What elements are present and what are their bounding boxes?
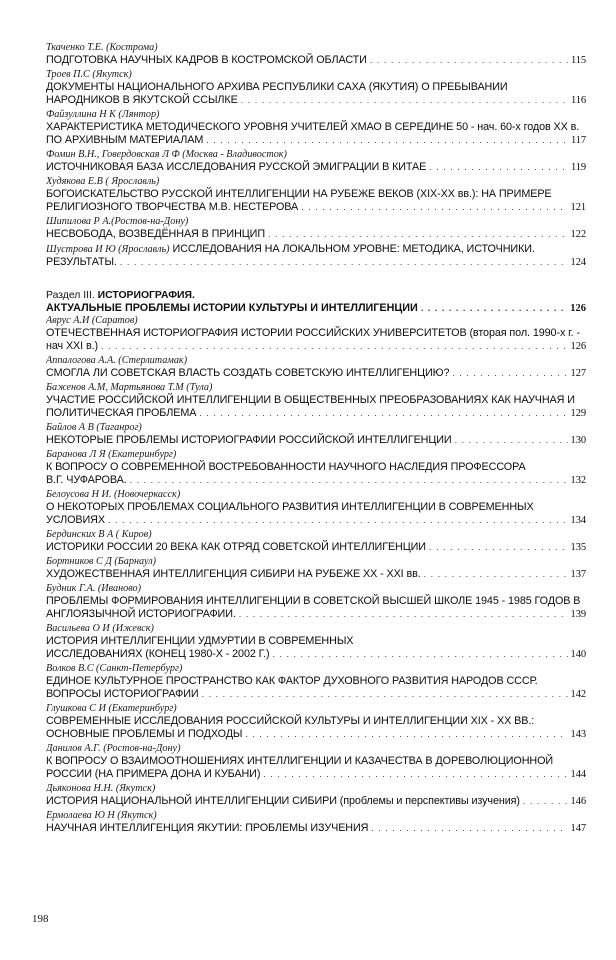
toc-entry[interactable] bbox=[46, 783, 586, 808]
entry-title-line: НЕКОТОРЫЕ ПРОБЛЕМЫ ИСТОРИОГРАФИИ РОССИЙСКОЙ ИНТЕЛЛИГЕНЦИИ . . . 130 bbox=[46, 434, 586, 447]
entry-title-line: ДОКУМЕНТЫ НАЦИОНАЛЬНОГО АРХИВА РЕСПУБЛИКИ САХА (ЯКУТИЯ) О ПРЕБЫВАНИИ bbox=[46, 81, 508, 93]
toc-entry[interactable] bbox=[46, 69, 586, 107]
section-label-bold: ИСТОРИОГРАФИЯ. bbox=[97, 290, 195, 301]
section-label-prefix: Раздел III. bbox=[46, 290, 95, 301]
leader-dots bbox=[424, 568, 568, 581]
entry-title-line: ИСТОРИКИ РОССИИ 20 ВЕКА КАК ОТРЯД СОВЕТСКОЙ ИНТЕЛЛИГЕНЦИИ . . . 135 bbox=[46, 541, 586, 554]
entry-author: Шустрова И Ю (Ярославль) ИССЛЕДОВАНИЯ НА ЛОКАЛЬНОМ УРОВНЕ: МЕТОДИКА, ИСТОЧНИКИ. bbox=[46, 243, 535, 255]
entry-title-line: ОТЕЧЕСТВЕННАЯ ИСТОРИОГРАФИЯ ИСТОРИИ РОССИЙСКИХ УНИВЕРСИТЕТОВ (вторая пол. 1990-х г. - bbox=[46, 327, 580, 339]
leader-dots bbox=[371, 822, 567, 835]
entry-title-line: ИСТОРИЯ НАЦИОНАЛЬНОЙ ИНТЕЛЛИГЕНЦИИ СИБИРИ (проблемы и перспективы изучения) . . . 146 bbox=[46, 795, 586, 808]
leader-dots bbox=[101, 340, 568, 353]
page-number: 198 bbox=[32, 913, 49, 925]
entry-title-line: ИСТОЧНИКОВАЯ БАЗА ИССЛЕДОВАНИЯ РУССКОЙ ЭМИГРАЦИИ В КИТАЕ . . . 119 bbox=[46, 161, 586, 174]
page-ref: 135 bbox=[570, 542, 586, 553]
toc-entry[interactable] bbox=[46, 216, 586, 241]
entry-author: Дьяконова Н.Н. (Якутск) bbox=[46, 783, 156, 794]
leader-dots bbox=[523, 795, 568, 808]
entry-title-line: УЧАСТИЕ РОССИЙСКОЙ ИНТЕЛЛИГЕНЦИИ В ОБЩЕСТВЕННЫХ ПРЕОБРАЗОВАНИЯХ КАК НАУЧНАЯ И bbox=[46, 394, 575, 406]
toc-entry[interactable] bbox=[46, 810, 586, 835]
leader-dots bbox=[206, 134, 568, 147]
section-label bbox=[46, 289, 586, 302]
entry-title-line: ЕДИНОЕ КУЛЬТУРНОЕ ПРОСТРАНСТВО КАК ФАКТОР ДУХОВНОГО РАЗВИТИЯ НАРОДОВ СССР. bbox=[46, 675, 538, 687]
page-ref: 121 bbox=[570, 202, 586, 213]
page-ref: 119 bbox=[570, 162, 586, 173]
entry-author: Волков В.С (Санкт-Петербург) bbox=[46, 663, 183, 674]
page-ref: 129 bbox=[570, 408, 586, 419]
leader-dots bbox=[245, 728, 567, 741]
leader-dots bbox=[199, 407, 567, 420]
page-ref: 134 bbox=[570, 515, 586, 526]
entry-title-line: ИСТОРИЯ ИНТЕЛЛИГЕНЦИИ УДМУРТИИ В СОВРЕМЕННЫХ bbox=[46, 635, 354, 647]
leader-dots bbox=[429, 541, 568, 554]
leader-dots bbox=[202, 688, 568, 701]
page-ref: 146 bbox=[570, 796, 586, 807]
entry-title-line: НЕСВОБОДА, ВОЗВЕДЁННАЯ В ПРИНЦИП . . . 122 bbox=[46, 228, 586, 241]
toc-entry[interactable] bbox=[46, 489, 586, 527]
entry-title-line: ХУДОЖЕСТВЕННАЯ ИНТЕЛЛИГЕНЦИЯ СИБИРИ НА РУБЕЖЕ XX - XXI вв. . . . 137 bbox=[46, 568, 586, 581]
leader-dots bbox=[263, 768, 567, 781]
entry-author: Белоусова Н И. (Новочеркасск) bbox=[46, 489, 181, 500]
leader-dots bbox=[120, 256, 568, 269]
page-ref: 126 bbox=[570, 341, 586, 352]
page-ref: 142 bbox=[570, 689, 586, 700]
toc-entry[interactable] bbox=[46, 583, 586, 621]
entry-author: Байлов А В (Таганрог) bbox=[46, 422, 142, 433]
entry-title-line: В.Г. ЧУФАРОВА. . . . 132 bbox=[46, 474, 586, 487]
section-title-line[interactable] bbox=[46, 302, 586, 315]
entry-author: Бортников С Д (Барнаул) bbox=[46, 556, 157, 567]
entry-title-line: ИССЛЕДОВАНИЯХ (КОНЕЦ 1980-Х - 2002 Г.) . . . 140 bbox=[46, 648, 586, 661]
table-of-contents bbox=[46, 42, 586, 837]
toc-entry[interactable] bbox=[46, 449, 586, 487]
entry-title-inline: ИССЛЕДОВАНИЯ НА ЛОКАЛЬНОМ УРОВНЕ: МЕТОДИКА, ИСТОЧНИКИ. bbox=[172, 243, 535, 255]
entry-title-line: ПОДГОТОВКА НАУЧНЫХ КАДРОВ В КОСТРОМСКОЙ ОБЛАСТИ . . . 115 bbox=[46, 54, 586, 67]
leader-dots bbox=[370, 54, 568, 67]
toc-entry[interactable] bbox=[46, 623, 586, 661]
entry-author: Файзуллина Н К (Лянтор) bbox=[46, 109, 160, 120]
toc-entry[interactable] bbox=[46, 109, 586, 147]
section-header bbox=[46, 289, 586, 315]
page-ref: 140 bbox=[570, 649, 586, 660]
page-ref: 130 bbox=[570, 435, 586, 446]
page-ref: 143 bbox=[570, 729, 586, 740]
toc-entry[interactable] bbox=[46, 529, 586, 554]
entry-title-line: РЕЛИГИОЗНОГО ТВОРЧЕСТВА М.В. НЕСТЕРОВА . . . 121 bbox=[46, 201, 586, 214]
page-ref: 137 bbox=[570, 569, 586, 580]
entry-title-line: К ВОПРОСУ О СОВРЕМЕННОЙ ВОСТРЕБОВАННОСТИ НАУЧНОГО НАСЛЕДИЯ ПРОФЕССОРА bbox=[46, 461, 526, 473]
leader-dots bbox=[273, 648, 568, 661]
page-ref: 117 bbox=[570, 135, 586, 146]
entry-title-line: НАУЧНАЯ ИНТЕЛЛИГЕНЦИЯ ЯКУТИИ: ПРОБЛЕМЫ ИЗУЧЕНИЯ . . . 147 bbox=[46, 822, 586, 835]
page-ref: 144 bbox=[570, 769, 586, 780]
entry-title-line: СОВРЕМЕННЫЕ ИССЛЕДОВАНИЯ РОССИЙСКОЙ КУЛЬТУРЫ И ИНТЕЛЛИГЕНЦИИ XIX - XX ВВ.: bbox=[46, 715, 535, 727]
entry-author: Будник Г.А. (Иваново) bbox=[46, 583, 141, 594]
entry-author: Бердинских В А ( Киров) bbox=[46, 529, 152, 540]
entry-author: Аппалогова А.А. (Стерлитамак) bbox=[46, 355, 188, 366]
page-ref: 132 bbox=[570, 475, 586, 486]
toc-entry[interactable] bbox=[46, 703, 586, 741]
toc-part-2 bbox=[46, 315, 586, 835]
entry-title-line: О НЕКОТОРЫХ ПРОБЛЕМАХ СОЦИАЛЬНОГО РАЗВИТИЯ ИНТЕЛЛИГЕНЦИИ В СОВРЕМЕННЫХ bbox=[46, 501, 534, 513]
entry-title-line: ОСНОВНЫЕ ПРОБЛЕМЫ И ПОДХОДЫ . . . 143 bbox=[46, 728, 586, 741]
section-title: АКТУАЛЬНЫЕ ПРОБЛЕМЫ ИСТОРИИ КУЛЬТУРЫ И ИНТЕЛЛИГЕНЦИИ bbox=[46, 302, 418, 314]
entry-author: Ткаченко Т.Е. (Кострома) bbox=[46, 42, 158, 53]
toc-entry[interactable] bbox=[46, 42, 586, 67]
entry-title-line: ПРОБЛЕМЫ ФОРМИРОВАНИЯ ИНТЕЛЛИГЕНЦИИ В СОВЕТСКОЙ ВЫСШЕЙ ШКОЛЕ 1945 - 1985 ГОДОВ В bbox=[46, 595, 581, 607]
leader-dots bbox=[301, 201, 567, 214]
entry-title-line: ХАРАКТЕРИСТИКА МЕТОДИЧЕСКОГО УРОВНЯ УЧИТЕЛЕЙ ХМАО В СЕРЕДИНЕ 50 - нач. 60-х годов XX в. bbox=[46, 121, 580, 133]
entry-title-line: РЕЗУЛЬТАТЫ. . . . 124 bbox=[46, 256, 586, 269]
toc-entry[interactable] bbox=[46, 663, 586, 701]
entry-title-line: К ВОПРОСУ О ВЗАИМООТНОШЕНИЯХ ИНТЕЛЛИГЕНЦИИ И КАЗАЧЕСТВА В ДОРЕВОЛЮЦИОННОЙ bbox=[46, 755, 554, 767]
page-ref: 116 bbox=[570, 95, 586, 106]
entry-author: Шипилова Р А.(Ростов-на-Дону) bbox=[46, 216, 189, 227]
entry-title-line: БОГОИСКАТЕЛЬСТВО РУССКОЙ ИНТЕЛЛИГЕНЦИИ НА РУБЕЖЕ ВЕКОВ (XIX-XX вв.): НА ПРИМЕРЕ bbox=[46, 188, 552, 200]
leader-dots bbox=[239, 608, 568, 621]
entry-author: Баженов А.М, Мартьянова Т.М (Тула) bbox=[46, 382, 213, 393]
entry-title-line: ПО АРХИВНЫМ МАТЕРИАЛАМ . . . 117 bbox=[46, 134, 586, 147]
toc-entry[interactable] bbox=[46, 743, 586, 781]
entry-author: Фомин В.Н., Говердовская Л Ф (Москва - Владивосток) bbox=[46, 149, 287, 160]
entry-title-line: НАРОДНИКОВ В ЯКУТСКОЙ ССЫЛКЕ . . . 116 bbox=[46, 94, 586, 107]
toc-entry[interactable] bbox=[46, 422, 586, 447]
entry-title-line: АНГЛОЯЗЫЧНОЙ ИСТОРИОГРАФИИ. . . . 139 bbox=[46, 608, 586, 621]
entry-title-line: УСЛОВИЯХ . . . 134 bbox=[46, 514, 586, 527]
entry-title-line: СМОГЛА ЛИ СОВЕТСКАЯ ВЛАСТЬ СОЗДАТЬ СОВЕТСКУЮ ИНТЕЛЛИГЕНЦИЮ? . . . 127 bbox=[46, 367, 586, 380]
page-ref: 147 bbox=[570, 823, 586, 834]
entry-title-line: РОССИИ (НА ПРИМЕРА ДОНА И КУБАНИ) . . . 144 bbox=[46, 768, 586, 781]
leader-dots bbox=[421, 302, 567, 315]
toc-entry[interactable] bbox=[46, 315, 586, 353]
toc-entry[interactable] bbox=[46, 556, 586, 581]
page-ref: 115 bbox=[570, 55, 586, 66]
page-ref: 122 bbox=[570, 229, 586, 240]
page-ref: 139 bbox=[570, 609, 586, 620]
leader-dots bbox=[241, 94, 568, 107]
toc-entry[interactable] bbox=[46, 243, 586, 269]
entry-author: Васильева О И (Ижевск) bbox=[46, 623, 154, 634]
leader-dots bbox=[452, 367, 567, 380]
toc-part-1 bbox=[46, 42, 586, 269]
leader-dots bbox=[429, 161, 568, 174]
entry-author: Баранова Л Я (Екатеринбург) bbox=[46, 449, 177, 460]
entry-author: Ермолаева Ю Н (Якутск) bbox=[46, 810, 157, 821]
page-ref: 126 bbox=[570, 303, 586, 314]
entry-author: Глушкова С И (Екатеринбург) bbox=[46, 703, 177, 714]
toc-entry[interactable] bbox=[46, 149, 586, 174]
entry-author: Худякова Е.В ( Ярославль) bbox=[46, 176, 160, 187]
entry-author: Аврус А.И (Саратов) bbox=[46, 315, 138, 326]
toc-entry[interactable] bbox=[46, 176, 586, 214]
leader-dots bbox=[130, 474, 568, 487]
leader-dots bbox=[268, 228, 568, 241]
entry-title-line: ВОПРОСЫ ИСТОРИОГРАФИИ . . . 142 bbox=[46, 688, 586, 701]
entry-author: Данилов А.Г. (Ростов-на-Дону) bbox=[46, 743, 181, 754]
entry-title-line: нач XXI в.) . . . 126 bbox=[46, 340, 586, 353]
entry-author: Троев П.С (Якутск) bbox=[46, 69, 132, 80]
leader-dots bbox=[108, 514, 568, 527]
toc-entry[interactable] bbox=[46, 355, 586, 380]
leader-dots bbox=[455, 434, 568, 447]
toc-entry[interactable] bbox=[46, 382, 586, 420]
entry-title-line: ПОЛИТИЧЕСКАЯ ПРОБЛЕМА . . . 129 bbox=[46, 407, 586, 420]
page-ref: 127 bbox=[570, 368, 586, 379]
page-ref: 124 bbox=[570, 257, 586, 268]
